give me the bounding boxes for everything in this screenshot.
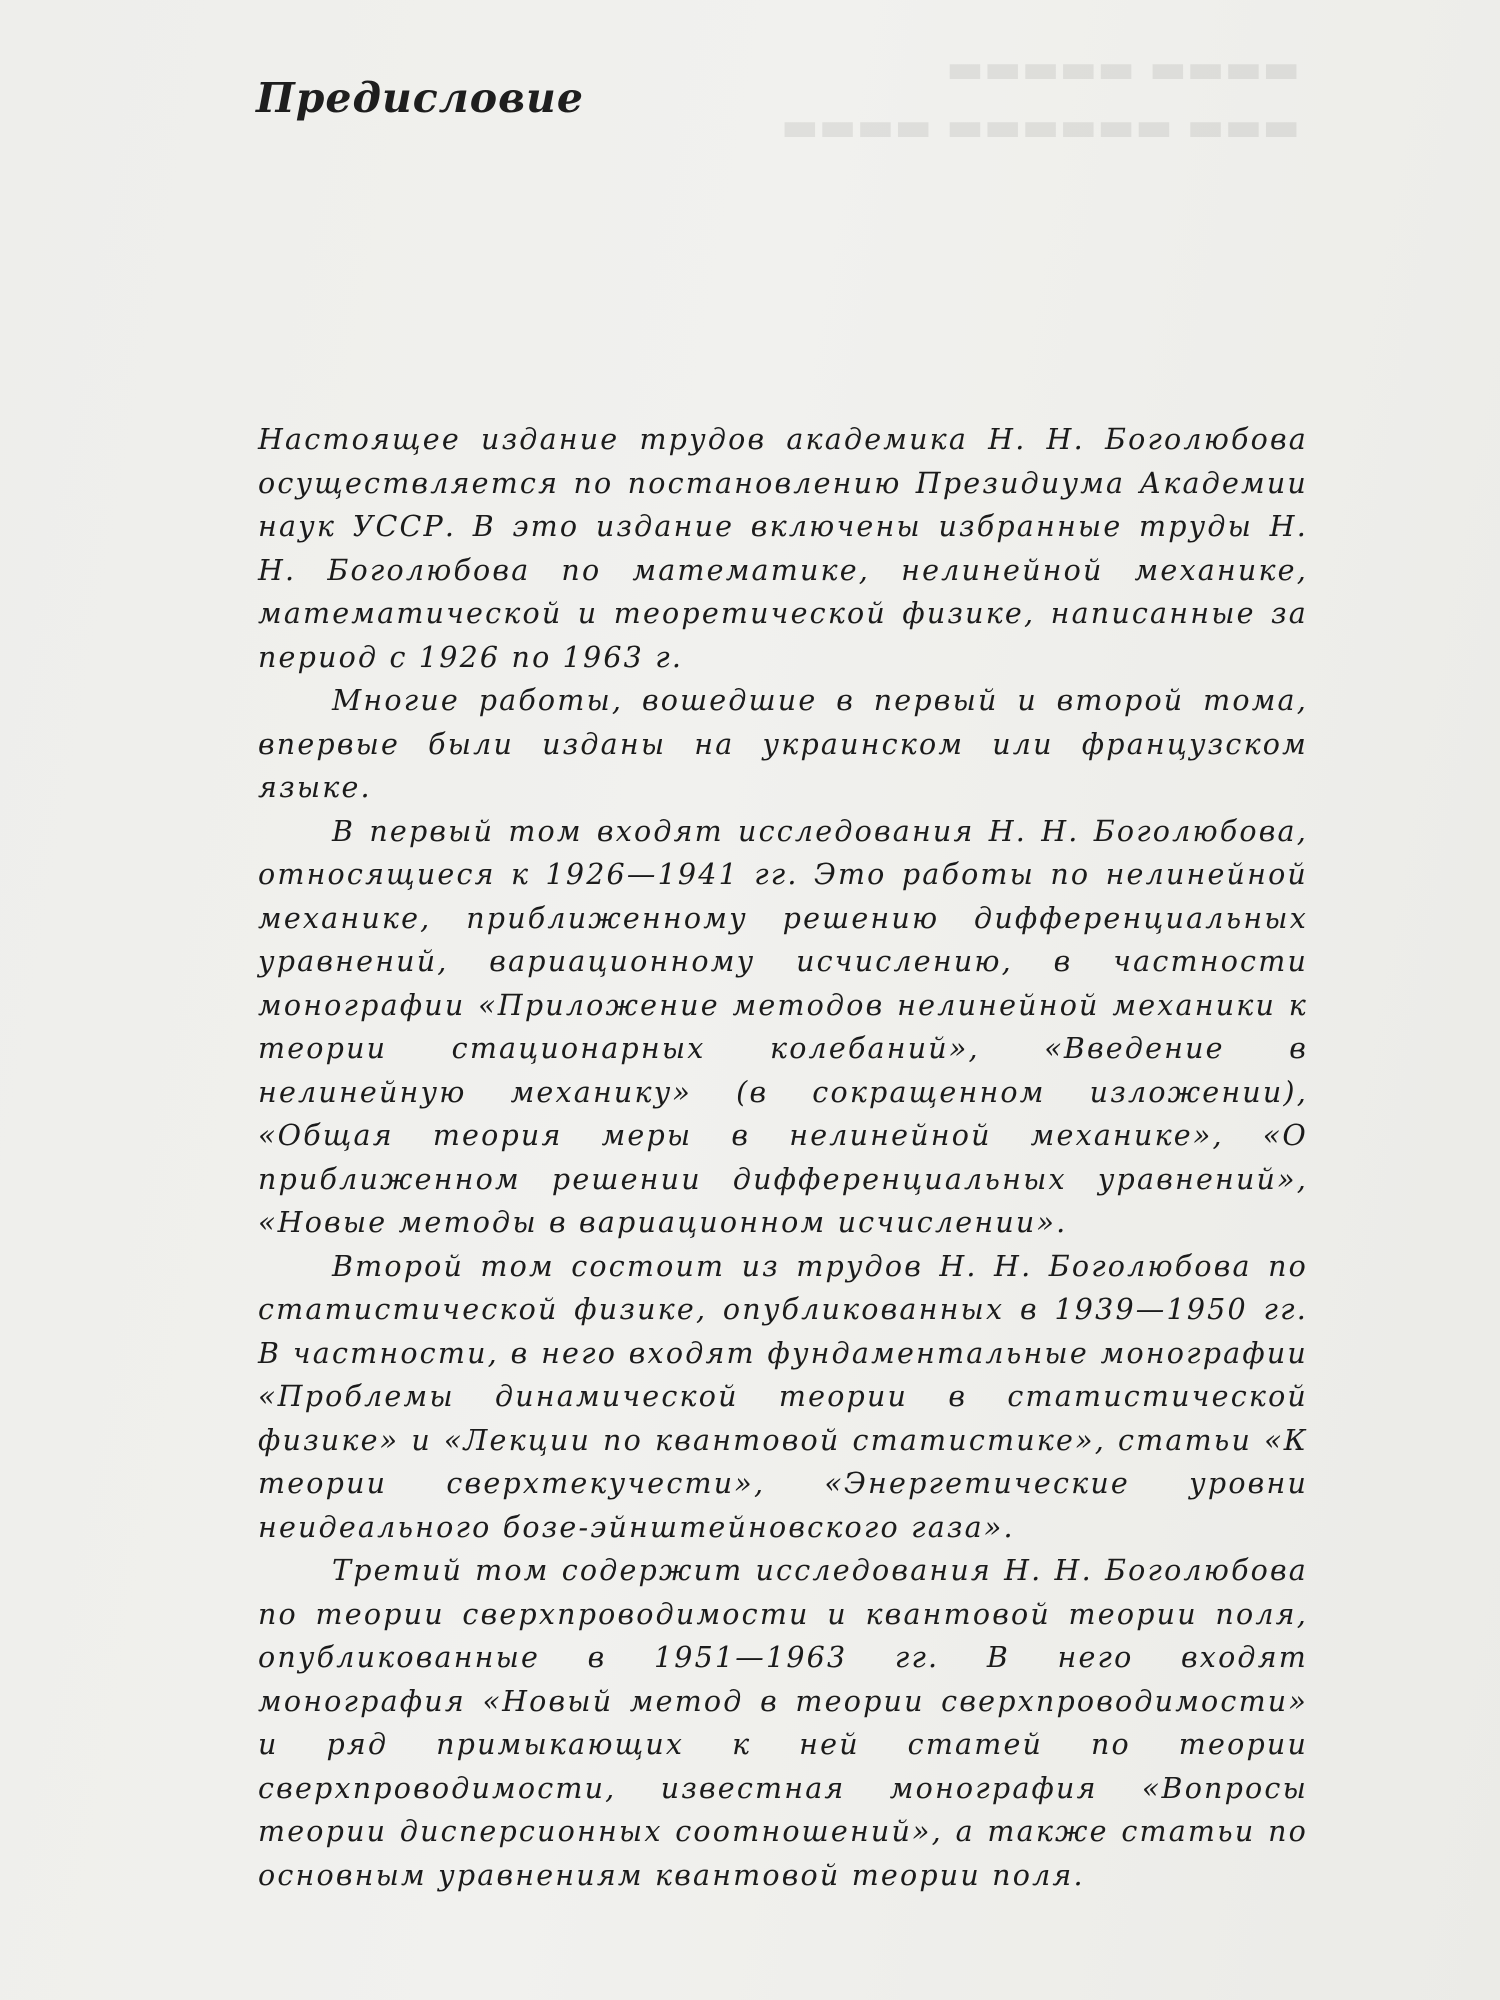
paragraph-1: Настоящее издание трудов академика Н. Н. Боголюбова осуществляется по постановлению Президиума Академии наук УССР. В это издание включены избранные труды Н. Н. Боголюбова по математике, нелинейной механике, математической и теоретической физике, написанные за период с 1926 по 1963 г. — [258, 423, 1308, 674]
paragraph-2: Многие работы, вошедшие в первый и второй тома, впервые были изданы на украинском или французском языке. — [258, 684, 1308, 804]
body-text — [258, 418, 1308, 1897]
paragraph-4: Второй том состоит из трудов Н. Н. Боголюбова по статистической физике, опубликованных в 1939—1950 гг. В частности, в него входят фундаментальные монографии «Проблемы динамической теории в статистической физике» и «Лекции по квантовой статистике», статьи «К теории сверхтекучести», «Энергетические уровни неидеального бозе-эйнштейновского газа». — [258, 1249, 1308, 1544]
page-title: Предисловие — [256, 74, 584, 122]
paragraph-3: В первый том входят исследования Н. Н. Боголюбова, относящиеся к 1926—1941 гг. Это работы по нелинейной механике, приближенному решению дифференциальных уравнений, вариационному исчислению, в частности монографии «Приложение методов нелинейной механики к теории стационарных колебаний», «Введение в нелинейную механику» (в сокращенном изложении), «Общая теория меры в нелинейной механике», «О приближенном решении дифференциальных уравнений», «Новые методы в вариационном исчислении». — [258, 814, 1308, 1239]
paragraph-5: Третий том содержит исследования Н. Н. Боголюбова по теории сверхпроводимости и квантовой теории поля, опубликованные в 1951—1963 гг. В него входят монография «Новый метод в теории сверхпроводимости» и ряд примыкающих к ней статей по теории сверхпроводимости, известная монография «Вопросы теории дисперсионных соотношений», а также статьи по основным уравнениям квантовой теории поля. — [258, 1554, 1308, 1892]
show-through-texture: ▬▬▬▬ ▬▬▬▬▬ ▬▬▬ ▬▬▬▬▬▬ ▬▬▬▬ — [780, 45, 1300, 150]
